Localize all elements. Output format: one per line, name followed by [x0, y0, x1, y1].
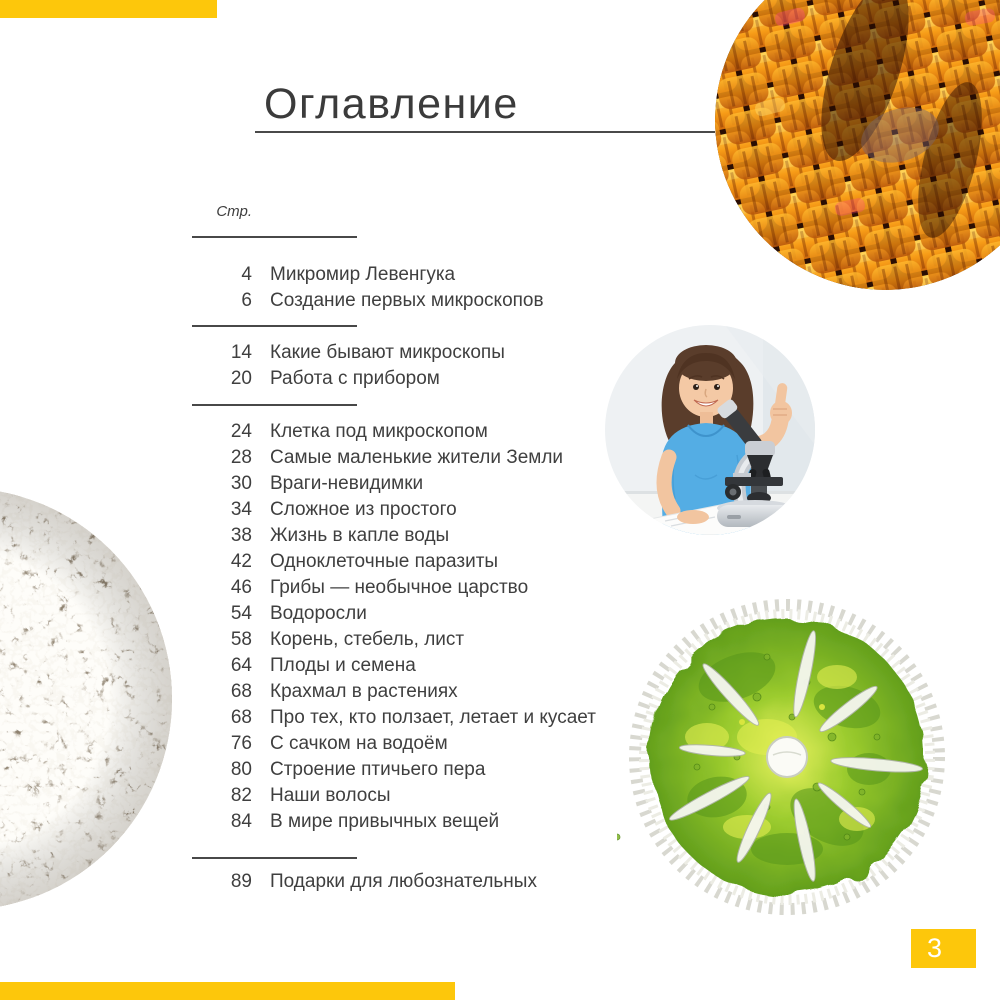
toc-entry-page: 30	[230, 473, 252, 494]
page-column-header: Стр.	[216, 203, 252, 220]
column-header-rule	[192, 236, 357, 238]
toc-entry-page: 6	[241, 290, 252, 311]
toc-group-1	[192, 262, 544, 314]
toc-entry-title: Про тех, кто ползает, летает и кусает	[270, 707, 596, 728]
toc-entry-title: Подарки для любознательных	[270, 871, 537, 892]
green-algae-photo	[617, 587, 957, 927]
toc-entry-title: Корень, стебель, лист	[270, 629, 465, 650]
page-title: Оглавление	[264, 80, 519, 128]
toc-entry-page: 42	[230, 551, 252, 572]
toc-entry-page: 64	[230, 655, 252, 676]
toc-entry-title: Крахмал в растениях	[270, 681, 458, 702]
bottom-accent-bar	[0, 982, 455, 1000]
girl-with-microscope-photo	[605, 325, 815, 535]
toc-entry	[192, 575, 596, 601]
toc-entry	[192, 809, 596, 835]
toc-entry	[192, 445, 596, 471]
toc-entry-title: Жизнь в капле воды	[270, 525, 450, 546]
toc-entry-page: 68	[230, 707, 252, 728]
toc-entry-title: Строение птичьего пера	[270, 759, 486, 780]
page-number-badge: 3	[911, 929, 976, 968]
toc-section-divider	[192, 857, 357, 859]
toc-entry-page: 14	[230, 342, 252, 363]
toc-entry	[192, 679, 596, 705]
toc-entry-page: 24	[230, 421, 252, 442]
title-underline	[255, 131, 715, 133]
toc-entry-page: 20	[230, 368, 252, 389]
toc-entry-page: 54	[230, 603, 252, 624]
toc-entry	[192, 419, 596, 445]
toc-entry-title: В мире привычных вещей	[270, 811, 500, 832]
toc-entry	[192, 757, 596, 783]
toc-group-3	[192, 419, 596, 835]
toc-entry-title: Клетка под микроскопом	[270, 421, 488, 442]
toc-entry-title: Микромир Левенгука	[270, 264, 456, 285]
toc-entry-title: Наши волосы	[270, 785, 391, 806]
toc-section-divider	[192, 325, 357, 327]
toc-entry-page: 84	[230, 811, 252, 832]
toc-entry-page: 4	[241, 264, 252, 285]
toc-entry	[192, 497, 596, 523]
toc-entry-title: Создание первых микроскопов	[270, 290, 544, 311]
toc-entry	[192, 869, 537, 895]
toc-entry	[192, 340, 505, 366]
toc-entry-page: 34	[230, 499, 252, 520]
toc-group-2	[192, 340, 505, 392]
toc-entry-title: Грибы — необычное царство	[270, 577, 529, 598]
toc-entry-title: Одноклеточные паразиты	[270, 551, 499, 572]
toc-entry	[192, 471, 596, 497]
top-accent-bar	[0, 0, 217, 18]
toc-entry	[192, 653, 596, 679]
toc-entry-page: 38	[230, 525, 252, 546]
butterfly-wing-photo	[715, 0, 1000, 290]
fiber-mesh-photo	[0, 487, 173, 911]
toc-entry-title: Какие бывают микроскопы	[270, 342, 505, 363]
toc-entry	[192, 549, 596, 575]
toc-entry	[192, 288, 544, 314]
toc-entry-title: Водоросли	[270, 603, 367, 624]
toc-entry-title: Сложное из простого	[270, 499, 457, 520]
toc-entry-page: 28	[230, 447, 252, 468]
toc-entry	[192, 731, 596, 757]
toc-entry-title: С сачком на водоём	[270, 733, 448, 754]
toc-entry-title: Враги-невидимки	[270, 473, 424, 494]
toc-entry-title: Работа с прибором	[270, 368, 440, 389]
toc-entry-page: 89	[230, 871, 252, 892]
toc-entry-page: 82	[230, 785, 252, 806]
toc-entry	[192, 523, 596, 549]
toc-entry-page: 76	[230, 733, 252, 754]
toc-section-divider	[192, 404, 357, 406]
toc-entry	[192, 366, 505, 392]
toc-entry	[192, 627, 596, 653]
toc-entry-page: 58	[230, 629, 252, 650]
toc-entry-page: 68	[230, 681, 252, 702]
toc-entry-title: Самые маленькие жители Земли	[270, 447, 564, 468]
toc-entry-title: Плоды и семена	[270, 655, 416, 676]
toc-entry	[192, 601, 596, 627]
toc-entry-page: 80	[230, 759, 252, 780]
toc-entry	[192, 705, 596, 731]
toc-entry	[192, 783, 596, 809]
toc-group-4	[192, 869, 537, 895]
toc-entry-page: 46	[230, 577, 252, 598]
toc-entry	[192, 262, 544, 288]
